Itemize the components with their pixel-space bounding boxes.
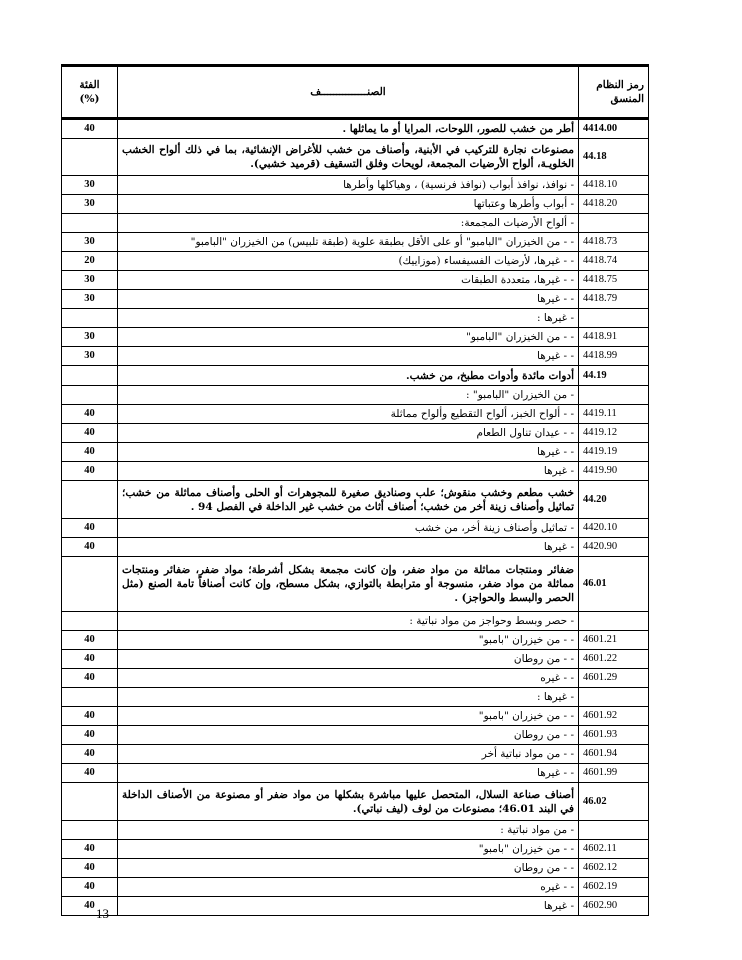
row-rate <box>62 214 118 233</box>
row-code: 4601.93 <box>579 726 649 745</box>
table-row <box>62 878 649 897</box>
row-code <box>579 612 649 631</box>
table-row <box>62 631 649 650</box>
row-rate: 30 <box>62 195 118 214</box>
row-rate <box>62 783 118 821</box>
table-body <box>62 119 649 916</box>
row-rate <box>62 688 118 707</box>
table-row <box>62 707 649 726</box>
table-row <box>62 669 649 688</box>
heading-row <box>62 119 649 139</box>
row-rate: 40 <box>62 462 118 481</box>
row-code: 4420.10 <box>579 519 649 538</box>
row-description: - - غيرها، لأرضيات الفسيفساء (موزاييك) <box>118 252 579 271</box>
row-rate: 30 <box>62 233 118 252</box>
row-rate <box>62 557 118 612</box>
row-code: 4601.94 <box>579 745 649 764</box>
table-row <box>62 233 649 252</box>
table-row <box>62 745 649 764</box>
table-row <box>62 443 649 462</box>
row-code: 4601.99 <box>579 764 649 783</box>
header-rate-title: الفئة <box>79 79 100 91</box>
table-row <box>62 214 649 233</box>
row-description: - غيرها <box>118 897 579 916</box>
header-code: رمز النظام المنسق <box>579 66 649 119</box>
table-row <box>62 176 649 195</box>
row-code: 44.19 <box>579 366 649 386</box>
row-rate: 40 <box>62 726 118 745</box>
row-description: - - من الخيزران "البامبو" أو على الأقل بطبقة علوية (طبقة تلبيس) من الخيزران "البامبو" <box>118 233 579 252</box>
row-description: - - من مواد نباتية أخر <box>118 745 579 764</box>
row-description: - أبواب وأطرها وعتباتها <box>118 195 579 214</box>
table-row <box>62 386 649 405</box>
row-description: - - من خيزران "بامبو" <box>118 707 579 726</box>
row-rate: 40 <box>62 707 118 726</box>
row-rate: 30 <box>62 176 118 195</box>
row-code <box>579 309 649 328</box>
row-description: - - غيرها <box>118 290 579 309</box>
row-description: - - غيرها، متعددة الطبقات <box>118 271 579 290</box>
row-description: - - ألواح الخبز، ألواح التقطيع وألواح مماثلة <box>118 405 579 424</box>
row-description: - - من خيزران "بامبو" <box>118 631 579 650</box>
row-rate: 40 <box>62 119 118 139</box>
row-description: خشب مطعم وخشب منقوش؛ علب وصناديق صغيرة للمجوهرات أو الحلى وأصناف مماثلة من خشب؛ تماثيل وأصناف زينة أخر من خشب؛ أصناف أثاث من خشب غير الداخلة في الفصل 94 . <box>118 481 579 519</box>
row-description: - غيرها : <box>118 309 579 328</box>
row-rate <box>62 612 118 631</box>
row-description: - غيرها <box>118 462 579 481</box>
row-description: - تماثيل وأصناف زينة أخر، من خشب <box>118 519 579 538</box>
table-row <box>62 688 649 707</box>
row-rate: 40 <box>62 538 118 557</box>
row-rate: 40 <box>62 897 118 916</box>
row-code: 46.01 <box>579 557 649 612</box>
page-number: 13 <box>96 906 109 921</box>
row-description: - من الخيزران "البامبو" : <box>118 386 579 405</box>
row-code: 4418.75 <box>579 271 649 290</box>
row-rate: 40 <box>62 424 118 443</box>
row-rate: 40 <box>62 859 118 878</box>
table-row <box>62 347 649 366</box>
row-description: - - غيرها <box>118 443 579 462</box>
table-row <box>62 462 649 481</box>
row-code: 4601.92 <box>579 707 649 726</box>
row-rate: 30 <box>62 290 118 309</box>
table-row <box>62 424 649 443</box>
row-rate: 40 <box>62 764 118 783</box>
row-rate: 40 <box>62 878 118 897</box>
row-rate <box>62 139 118 176</box>
row-description: مصنوعات نجارة للتركيب في الأبنية، وأصناف من خشب للأغراض الإنشائية، بما في ذلك ألواح الخشب الخلويـة، ألواح الأرضيات المجمعة، لويحات وفلق التسقيف (قرميد خشبي). <box>118 139 579 176</box>
row-rate <box>62 386 118 405</box>
row-code <box>579 688 649 707</box>
row-description: - من مواد نباتية : <box>118 821 579 840</box>
row-rate: 40 <box>62 669 118 688</box>
row-description: - - من روطان <box>118 726 579 745</box>
row-description: - غيرها : <box>118 688 579 707</box>
row-code <box>579 214 649 233</box>
header-rate-unit: (%) <box>79 93 100 105</box>
row-rate: 40 <box>62 745 118 764</box>
row-code: 4601.22 <box>579 650 649 669</box>
row-description: أطر من خشب للصور، اللوحات، المرايا أو ما يماثلها . <box>118 119 579 139</box>
row-rate <box>62 309 118 328</box>
row-rate: 40 <box>62 443 118 462</box>
row-rate <box>62 366 118 386</box>
row-code: 4419.11 <box>579 405 649 424</box>
row-rate: 40 <box>62 631 118 650</box>
table-row <box>62 821 649 840</box>
row-code: 4602.19 <box>579 878 649 897</box>
header-description: الصنـــــــــــــــف <box>118 66 579 119</box>
row-description: - - غيرها <box>118 347 579 366</box>
row-code: 4602.11 <box>579 840 649 859</box>
row-code: 4418.74 <box>579 252 649 271</box>
table-row <box>62 252 649 271</box>
table-row <box>62 290 649 309</box>
table-row <box>62 538 649 557</box>
row-code: 4601.21 <box>579 631 649 650</box>
heading-row <box>62 783 649 821</box>
row-code: 4418.73 <box>579 233 649 252</box>
row-description: - - غيره <box>118 669 579 688</box>
row-description: - - غيرها <box>118 764 579 783</box>
table-row <box>62 328 649 347</box>
table-row <box>62 764 649 783</box>
table-header-row <box>62 66 649 119</box>
heading-row <box>62 139 649 176</box>
row-description: - غيرها <box>118 538 579 557</box>
table-row <box>62 840 649 859</box>
table-row <box>62 519 649 538</box>
row-description: - - من خيزران "بامبو" <box>118 840 579 859</box>
row-rate <box>62 481 118 519</box>
row-description: أصناف صناعة السلال، المتحصل عليها مباشرة بشكلها من مواد ضفر أو مصنوعة من الأصناف الداخلة في البند 46.01؛ مصنوعات من لوف (ليف نباتي). <box>118 783 579 821</box>
row-description: - نوافذ، نوافذ أبواب (نوافذ فرنسية) ، وهياكلها وأطرها <box>118 176 579 195</box>
row-description: - - عيدان تناول الطعام <box>118 424 579 443</box>
row-code: 4414.00 <box>579 119 649 139</box>
table-row <box>62 309 649 328</box>
row-description: ضفائر ومنتجات مماثلة من مواد ضفر، وإن كانت مجمعة بشكل أشرطة؛ مواد ضفر، ضفائر ومنتجات مماثلة من مواد ضفر، منسوجة أو مترابطة بالتوازي، بشكل مسطح، وإن كانت أصنافاً تامة الصنع (مثل الحصر والبسط والحواجز) . <box>118 557 579 612</box>
table-row <box>62 271 649 290</box>
row-code: 4419.90 <box>579 462 649 481</box>
row-code: 44.18 <box>579 139 649 176</box>
row-code: 4419.12 <box>579 424 649 443</box>
table-row <box>62 405 649 424</box>
row-rate: 40 <box>62 519 118 538</box>
row-code: 4418.91 <box>579 328 649 347</box>
row-code: 4418.79 <box>579 290 649 309</box>
row-rate: 30 <box>62 328 118 347</box>
heading-row <box>62 557 649 612</box>
table-row <box>62 612 649 631</box>
row-code: 4418.10 <box>579 176 649 195</box>
row-code <box>579 821 649 840</box>
row-rate <box>62 821 118 840</box>
row-code: 4601.29 <box>579 669 649 688</box>
row-rate: 20 <box>62 252 118 271</box>
row-code: 4419.19 <box>579 443 649 462</box>
row-rate: 40 <box>62 840 118 859</box>
row-rate: 30 <box>62 271 118 290</box>
row-rate: 40 <box>62 650 118 669</box>
table-row <box>62 650 649 669</box>
table-row <box>62 195 649 214</box>
tariff-table <box>61 64 649 916</box>
row-description: - - من روطان <box>118 650 579 669</box>
row-description: - ألواح الأرضيات المجمعة: <box>118 214 579 233</box>
header-rate <box>62 66 118 119</box>
row-rate: 30 <box>62 347 118 366</box>
row-description: - - غيره <box>118 878 579 897</box>
row-code: 46.02 <box>579 783 649 821</box>
row-code: 4420.90 <box>579 538 649 557</box>
heading-row <box>62 481 649 519</box>
row-description: - - من روطان <box>118 859 579 878</box>
table-row <box>62 897 649 916</box>
row-description: - حصر وبسط وحواجز من مواد نباتية : <box>118 612 579 631</box>
row-code: 4602.12 <box>579 859 649 878</box>
row-description: - - من الخيزران "البامبو" <box>118 328 579 347</box>
row-code: 4602.90 <box>579 897 649 916</box>
row-code <box>579 386 649 405</box>
table-row <box>62 859 649 878</box>
row-rate: 40 <box>62 405 118 424</box>
heading-row <box>62 366 649 386</box>
row-code: 4418.99 <box>579 347 649 366</box>
row-code: 4418.20 <box>579 195 649 214</box>
table-row <box>62 726 649 745</box>
row-description: أدوات مائدة وأدوات مطبخ، من خشب. <box>118 366 579 386</box>
row-code: 44.20 <box>579 481 649 519</box>
